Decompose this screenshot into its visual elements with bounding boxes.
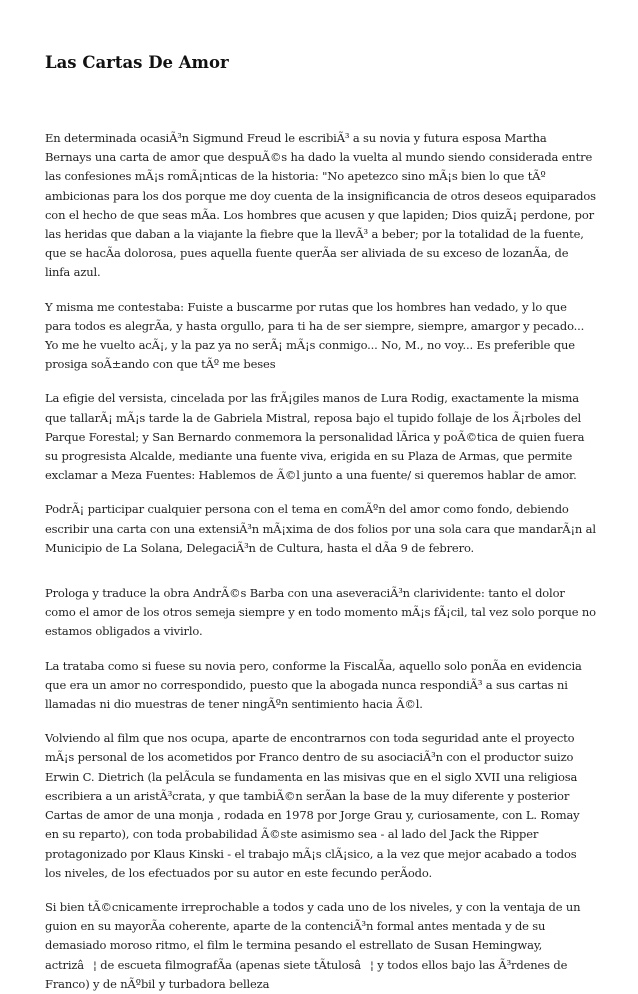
paragraph-film-review: Si bien tÃ©cnicamente irreprochable a todos y cada uno de los niveles, y con la ventaja de un guion en su mayorÃa coherente, aparte de la contenciÃ³n formal antes mentada y de su demasiado moroso ritmo, el film le termina pesando el estrellato de Susan Hemingway, actrizâ¦ de escueta filmografÃa (apenas siete tÃtulosâ¦ y todos ellos bajo las Ã³rdenes de Franco) y de nÃºbil y turbadora belleza [45, 899, 581, 991]
paragraph-fiscalia: La trataba como si fuese su novia pero, conforme la FiscalÃa, aquello solo ponÃa en evidencia que era un amor no correspondido, puesto que la abogada nunca respondiÃ³ a sus cartas ni llamadas ni dio muestras de tener ningÃºn sentimiento hacia Ã©l. [45, 658, 582, 712]
paragraph-contest: PodrÃ¡ participar cualquier persona con el tema en comÃºn del amor como fondo, debiendo escribir una carta con una extensiÃ³n mÃ¡xima de dos folios por una sola cara que mandarÃ¡n al Municipio de La Solana, DelegaciÃ³n de Cultura, hasta el dÃa 9 de febrero. [45, 502, 596, 555]
paragraph-spacer [45, 573, 596, 584]
paragraph-reply: Y misma me contestaba: Fuiste a buscarme por rutas que los hombres han vedado, y lo que para todos es alegrÃa, y hasta orgullo, para ti ha de ser siempre, siempre, amargor y pecado... Yo me he vuelto acÃ¡, y la paz ya no serÃ¡ mÃ¡s conmigo... No, M., no voy... Es preferible que prosiga soÃ±ando con que tÃº me beses [45, 299, 585, 372]
paragraph-film-project: Volviendo al film que nos ocupa, aparte de encontrarnos con toda seguridad ante el proyecto mÃ¡s personal de los acometidos por Franco dentro de su asociaciÃ³n con el productor suizo Erwin C. Dietrich (la pelÃcula se fundamenta en las misivas que en el siglo XVII una religiosa escribiera a un aristÃ³crata, y que tambiÃ©n serÃan la base de la muy diferente y posterior Cartas de amor de una monja , rodada en 1978 por Jorge Grau y, curiosamente, con L. Romay en su reparto), con toda probabilidad Ã©ste asimismo sea - al lado del Jack the Ripper protagonizado por Klaus Kinski - el trabajo mÃ¡s clÃ¡sico, a la vez que mejor acabado a todos los niveles, de los efectuados por su autor en este fecundo perÃodo. [45, 731, 580, 880]
paragraph-freud-letter: En determinada ocasiÃ³n Sigmund Freud le escribiÃ³ a su novia y futura esposa Martha Bernays una carta de amor que despuÃ©s ha dado la vuelta al mundo siendo considerada entre las confesiones mÃ¡s romÃ¡nticas de la historia: "No apetezco sino mÃ¡s bien lo que tÃº ambicionas para los dos porque me doy cuenta de la insignificancia de otros deseos equiparados con el hecho de que seas mÃa. Los hombres que acusen y que lapiden; Dios quizÃ¡ perdone, por las heridas que daban a la viajante la fiebre que la llevÃ³ a beber; por la totalidad de la fuente, que se hacÃa dolorosa, pues aquella fuente querÃa ser aliviada de su exceso de lozanÃa, de linfa azul. [45, 131, 596, 280]
document-body [45, 129, 596, 994]
page-title: Las Cartas De Amor [45, 53, 229, 72]
paragraph-effigy: La efigie del versista, cincelada por las frÃ¡giles manos de Lura Rodig, exactamente la misma que tallarÃ¡ mÃ¡s tarde la de Gabriela Mistral, reposa bajo el tupido follaje de los Ã¡rboles del Parque Forestal; y San Bernardo conmemora la personalidad lÃrica y poÃ©tica de quien fuera su progresista Alcalde, mediante una fuente viva, erigida en su Plaza de Armas, que permite exclamar a Meza Fuentes: Hablemos de Ã©l junto a una fuente/ si queremos hablar de amor. [45, 391, 585, 483]
paragraph-andres-barba: Prologa y traduce la obra AndrÃ©s Barba con una aseveraciÃ³n clarividente: tanto el dolor como el amor de los otros semeja siempre y en todo momento mÃ¡s fÃ¡cil, tal vez solo porque no estamos obligados a vivirlo. [45, 586, 596, 639]
